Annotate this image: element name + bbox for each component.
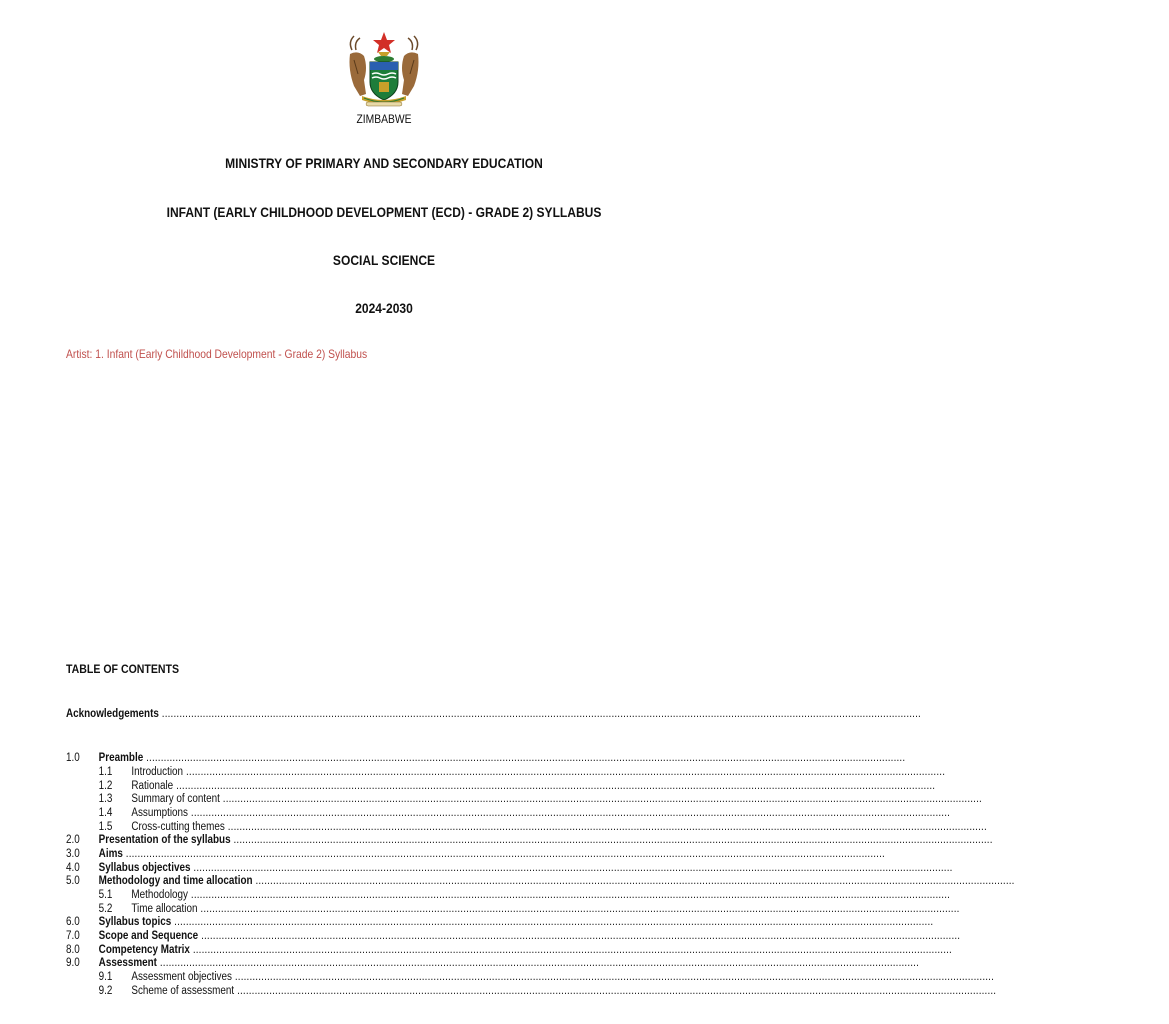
toc-entry[interactable]: [66, 806, 951, 820]
toc-entry-number: 1.4: [98, 807, 113, 819]
toc-leader-dots: ....................................................................................................................................................................................................................................................................: [173, 780, 936, 792]
toc-entry-label: Methodology and time allocation: [98, 875, 253, 887]
toc-leader-dots: ....................................................................................................................................................................................................................................................................: [224, 821, 987, 833]
toc-entry[interactable]: [66, 956, 920, 970]
toc-leader-dots: ....................................................................................................................................................................................................................................................................: [183, 766, 946, 778]
toc-entry[interactable]: [66, 861, 953, 875]
toc-leader-dots: ....................................................................................................................................................................................................................................................................: [187, 807, 951, 819]
toc-entry-number: 8.0: [66, 944, 80, 956]
toc-entry-label: Preamble: [98, 752, 144, 764]
toc-entry-number: 1.5: [98, 821, 113, 833]
toc-entry[interactable]: [66, 751, 906, 765]
toc-entry[interactable]: [66, 902, 960, 916]
toc-entry[interactable]: [66, 792, 982, 806]
syllabus-years: 2024-2030: [355, 300, 413, 316]
toc-leader-dots: ....................................................................................................................................................................................................................................................................: [234, 985, 997, 997]
toc-entry-label: Aims: [98, 848, 123, 860]
toc-entry[interactable]: [66, 874, 1015, 888]
toc-entry-number: 1.1: [98, 766, 113, 778]
toc-entry-label: Presentation of the syllabus: [98, 834, 231, 846]
toc-entry-number: 6.0: [66, 916, 80, 928]
toc-entry-number: 3.0: [66, 848, 80, 860]
subject-title: SOCIAL SCIENCE: [332, 252, 436, 268]
toc-entry[interactable]: [66, 929, 961, 943]
toc-entry[interactable]: [66, 970, 995, 984]
toc-entry[interactable]: [66, 915, 934, 929]
toc-entry[interactable]: [66, 833, 993, 847]
toc-entry-number: 9.1: [98, 971, 113, 983]
toc-entry-label: Summary of content: [131, 793, 220, 805]
toc-entry-label: Scope and Sequence: [98, 930, 199, 942]
toc-entry-label: Rationale: [131, 780, 174, 792]
toc-entry-number: 9.0: [66, 957, 80, 969]
toc-entry-label: Syllabus topics: [98, 916, 172, 928]
toc-entry-label: Assessment objectives: [131, 971, 232, 983]
toc-leader-dots: ....................................................................................................................................................................................................................................................................: [187, 889, 951, 901]
toc-leader-dots: ....................................................................................................................................................................................................................................................................: [156, 957, 920, 969]
toc-entry-label: Time allocation: [131, 903, 198, 915]
toc-entry[interactable]: [66, 847, 885, 861]
toc-heading: TABLE OF CONTENTS: [66, 662, 180, 676]
syllabus-title: INFANT (EARLY CHILDHOOD DEVELOPMENT (ECD) - GRADE 2) SYLLABUS: [166, 204, 602, 220]
toc-entry-number: 9.2: [98, 985, 113, 997]
toc-entry-label: Methodology: [131, 889, 188, 901]
toc-entry-number: 1.0: [66, 752, 80, 764]
toc-entry[interactable]: [66, 765, 946, 779]
toc-entry-label: Assumptions: [131, 807, 188, 819]
toc-entry-label: Acknowledgements: [66, 708, 159, 720]
toc-entry[interactable]: [66, 943, 952, 957]
toc-leader-dots: ....................................................................................................................................................................................................................................................................: [189, 944, 952, 956]
toc-entry-number: 1.2: [98, 780, 113, 792]
toc-entry[interactable]: [66, 779, 936, 793]
toc-leader-dots: ....................................................................................................................................................................................................................................................................: [190, 862, 953, 874]
toc-entry[interactable]: [66, 984, 997, 998]
toc-leader-dots: ....................................................................................................................................................................................................................................................................: [198, 930, 961, 942]
toc-entry[interactable]: [66, 820, 987, 834]
toc-entry-number: 1.3: [98, 793, 113, 805]
toc-leader-dots: ....................................................................................................................................................................................................................................................................: [171, 916, 934, 928]
toc-entry-label: Cross-cutting themes: [131, 821, 225, 833]
coat-of-arms-emblem: [334, 30, 434, 108]
toc-entry-label: Introduction: [131, 766, 184, 778]
country-name: ZIMBABWE: [356, 112, 412, 126]
toc-leader-dots: ....................................................................................................................................................................................................................................................................: [143, 752, 906, 764]
toc-leader-dots: ....................................................................................................................................................................................................................................................................: [122, 848, 885, 860]
toc-entry-label: Scheme of assessment: [131, 985, 235, 997]
toc-leader-dots: ....................................................................................................................................................................................................................................................................: [197, 903, 960, 915]
toc-entry-number: 5.1: [98, 889, 113, 901]
toc-leader-dots: ....................................................................................................................................................................................................................................................................: [230, 834, 993, 846]
toc-entry-label: Assessment: [98, 957, 157, 969]
toc-entry-number: 7.0: [66, 930, 80, 942]
artist-note: Artist: 1. Infant (Early Childhood Development - Grade 2) Syllabus: [66, 347, 368, 361]
toc-entry-number: 5.2: [98, 903, 113, 915]
toc-entry-number: 5.0: [66, 875, 80, 887]
toc-entry-number: 4.0: [66, 862, 80, 874]
toc-leader-dots: ....................................................................................................................................................................................................................................................................: [231, 971, 995, 983]
toc-leader-dots: ....................................................................................................................................................................................................................................................................: [219, 793, 982, 805]
toc-entry-label: Syllabus objectives: [98, 862, 191, 874]
toc-leader-dots: ....................................................................................................................................................................................................................................................................: [252, 875, 1015, 887]
toc-entry-label: Competency Matrix: [98, 944, 190, 956]
toc-leader-dots: ....................................................................................................................................................................................................................................................................: [158, 708, 921, 720]
toc-entry[interactable]: [66, 707, 921, 721]
ministry-name: MINISTRY OF PRIMARY AND SECONDARY EDUCATION: [225, 155, 543, 171]
toc-entry-number: 2.0: [66, 834, 80, 846]
toc-entry[interactable]: [66, 888, 951, 902]
